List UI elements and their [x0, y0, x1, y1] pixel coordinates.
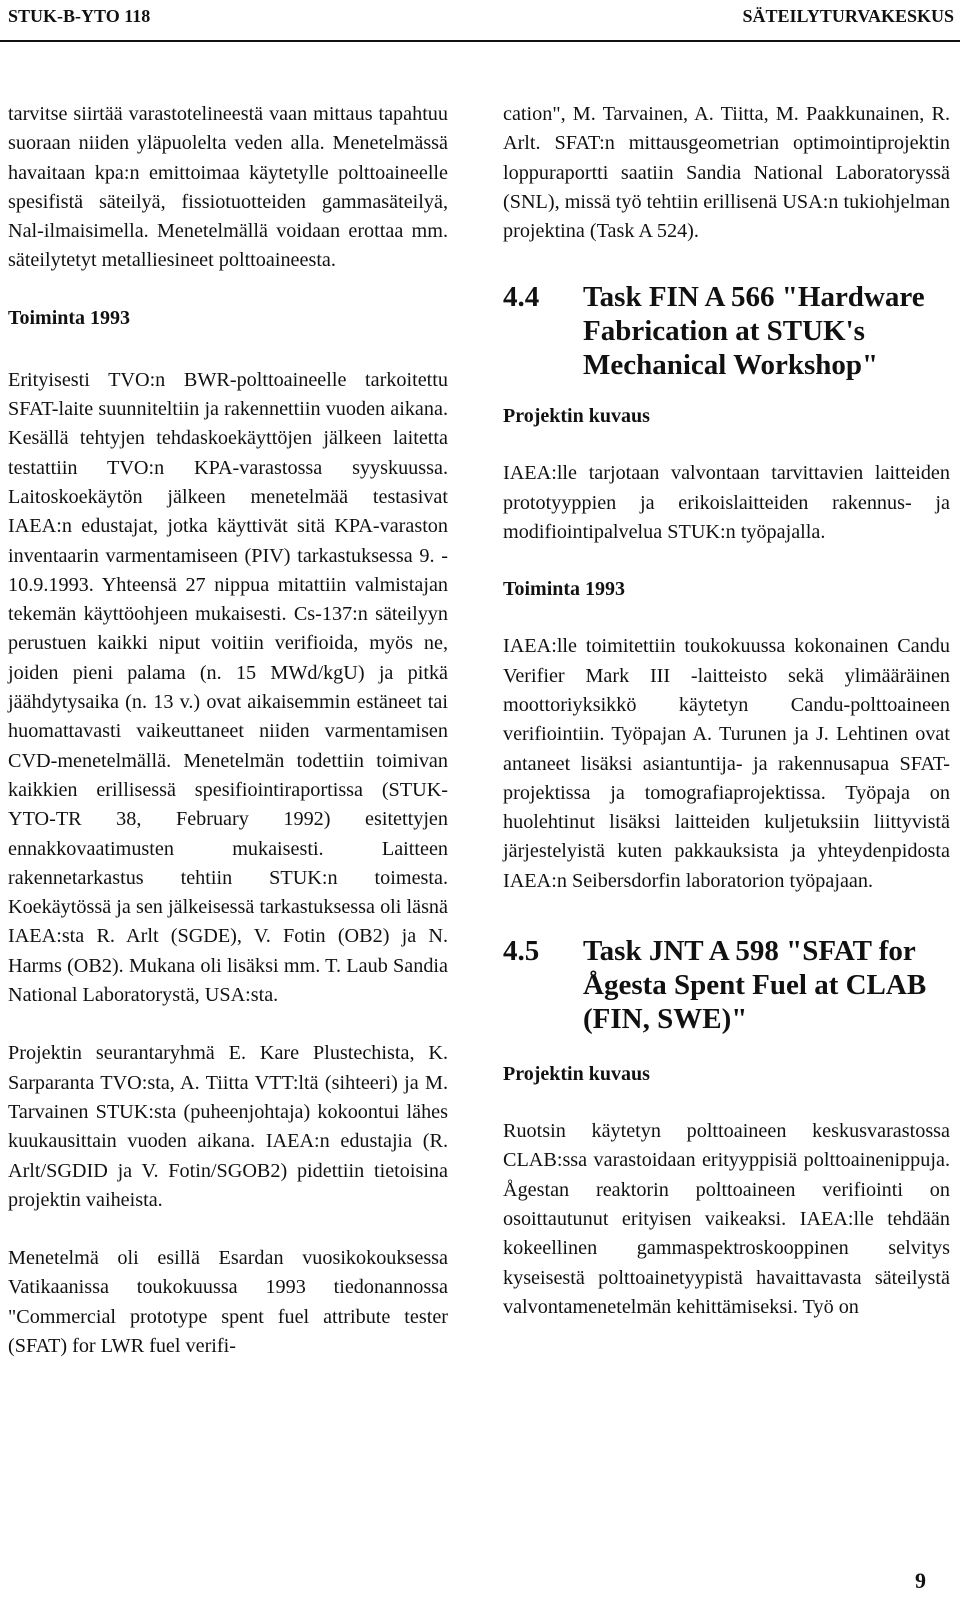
paragraph: IAEA:lle toimitettiin toukokuussa kokonainen Candu Verifier Mark III -laitteisto sekä ylimääräinen moottoriyksikkö käytetyn Candu-polttoaineen verifiointiin. Työpajan A. Turunen ja J. Lehtinen ovat antaneet lisäksi asiantuntija- ja rakennusapua SFAT-projektissa ja tomografiaprojektissa. Työpaja on huolehtinut lisäksi laitteiden kuljetuksiin liittyvistä järjestelyistä kuten pakkauksista ja yhteydenpidosta IAEA:n Seibersdorfin laboratorion työpajaan. — [503, 635, 950, 892]
section-title: Task FIN A 566 "Hardware Fabrication at STUK's Mechanical Workshop" — [583, 281, 925, 382]
publisher-name: SÄTEILYTURVAKESKUS — [742, 6, 954, 26]
subheading: Toiminta 1993 — [503, 578, 626, 601]
right-column — [503, 100, 950, 1322]
paragraph: Projektin seurantaryhmä E. Kare Plustechista, K. Sarparanta TVO:sta, A. Tiitta VTT:ltä (sihteeri) ja M. Tarvainen STUK:sta (puheenjohtaja) kokoontui lähes kuukausittain vuoden aikana. IAEA:n edustajia (R. Arlt/SGDID ja V. Fotin/SGOB2) pidettiin tietoisina projektin vaiheista. — [8, 1042, 448, 1211]
page-number: 9 — [915, 1568, 926, 1593]
paragraph: Ruotsin käytetyn polttoaineen keskusvarastossa CLAB:ssa varastoidaan erityyppisiä polttoainenippuja. Ågestan reaktorin polttoaineen verifiointi on osoittautunut erityisen vaikeaksi. IAEA:lle tehdään kokeellinen gammaspektroskooppinen selvitys kyseisestä polttoainetyypistä havaittavasta säteilystä valvontamenetelmän kehittämiseksi. Työ on — [503, 1120, 950, 1318]
left-column — [8, 100, 448, 1361]
report-code: STUK-B-YTO 118 — [8, 6, 151, 26]
paragraph: Erityisesti TVO:n BWR-polttoaineelle tarkoitettu SFAT-laite suunniteltiin ja rakennettiin vuoden aikana. Kesällä tehtyjen tehdaskoekäyttöjen jälkeen laitetta testattiin TVO:n KPA-varastossa syyskuussa. Laitoskoekäytön jälkeen menetelmää testasivat IAEA:n edustajat, jotka käyttivät sitä KPA-varaston inventaarin varmentamiseen (PIV) tarkastuksessa 9. - 10.9.1993. Yhteensä 27 nippua mitattiin valmistajan tekemän käyttöohjeen mukaisesti. Cs-137:n säteilyyn perustuen kaikki niput voitiin verifioida, myös ne, joiden pieni palama (n. 15 MWd/kgU) ja pitkä jäähdytysaika (n. 13 v.) ovat aikaisemmin estäneet tai huomattavasti vaikeuttaneet niiden varmentamisen CVD-menetelmällä. Menetelmän todettiin toimivan kaikkien erillisessä spesifiointiraportissa (STUK-YTO-TR 38, February 1992) esitettyjen ennakkovaatimusten mukaisesti. Laitteen rakennetarkastus tehtiin STUK:n toimesta. Koekäytössä ja sen jälkeisessä tarkastuksessa oli läsnä IAEA:sta R. Arlt (SGDE), V. Fotin (OB2) ja N. Harms (OB2). Mukana oli lisäksi mm. T. Laub Sandia National Laboratorystä, USA:sta. — [8, 368, 448, 1007]
section-heading: Toiminta 1993 — [8, 306, 131, 329]
section-number: 4.5 — [503, 935, 540, 968]
section-4-5-heading — [503, 934, 950, 1036]
section-title: Task JNT A 598 "SFAT for Ågesta Spent Fuel at CLAB (FIN, SWE)" — [583, 935, 927, 1036]
subheading: Projektin kuvaus — [503, 405, 650, 428]
section-4-4-heading — [503, 280, 950, 382]
page-header — [0, 0, 960, 42]
section-number: 4.4 — [503, 281, 540, 314]
paragraph: Menetelmä oli esillä Esardan vuosikokouksessa Vatikaanissa toukokuussa 1993 tiedonannossa "Commercial prototype spent fuel attribute tester (SFAT) for LWR fuel verifi- — [8, 1247, 448, 1357]
subheading: Projektin kuvaus — [503, 1063, 650, 1086]
paragraph: IAEA:lle tarjotaan valvontaan tarvittavien laitteiden prototyyppien ja erikoislaitteiden rakennus- ja modifiointipalvelua STUK:n työpajalla. — [503, 462, 950, 544]
paragraph: tarvitse siirtää varastotelineestä vaan mittaus tapahtuu suoraan niiden yläpuolelta veden alla. Menetelmässä havaitaan kpa:n emittoimaa käytetylle polttoaineelle spesifistä säteilyä, fissiotuotteiden gammasäteilyä, Nal-ilmaisimella. Menetelmällä voidaan erottaa mm. säteilytetyt metalliesineet polttoaineesta. — [8, 103, 448, 272]
paragraph: cation", M. Tarvainen, A. Tiitta, M. Paakkunainen, R. Arlt. SFAT:n mittausgeometrian optimointiprojektin loppuraportti saatiin Sandia National Laboratoryssä (SNL), missä työ tehtiin erillisenä USA:n tukiohjelman projektina (Task A 524). — [503, 103, 950, 243]
